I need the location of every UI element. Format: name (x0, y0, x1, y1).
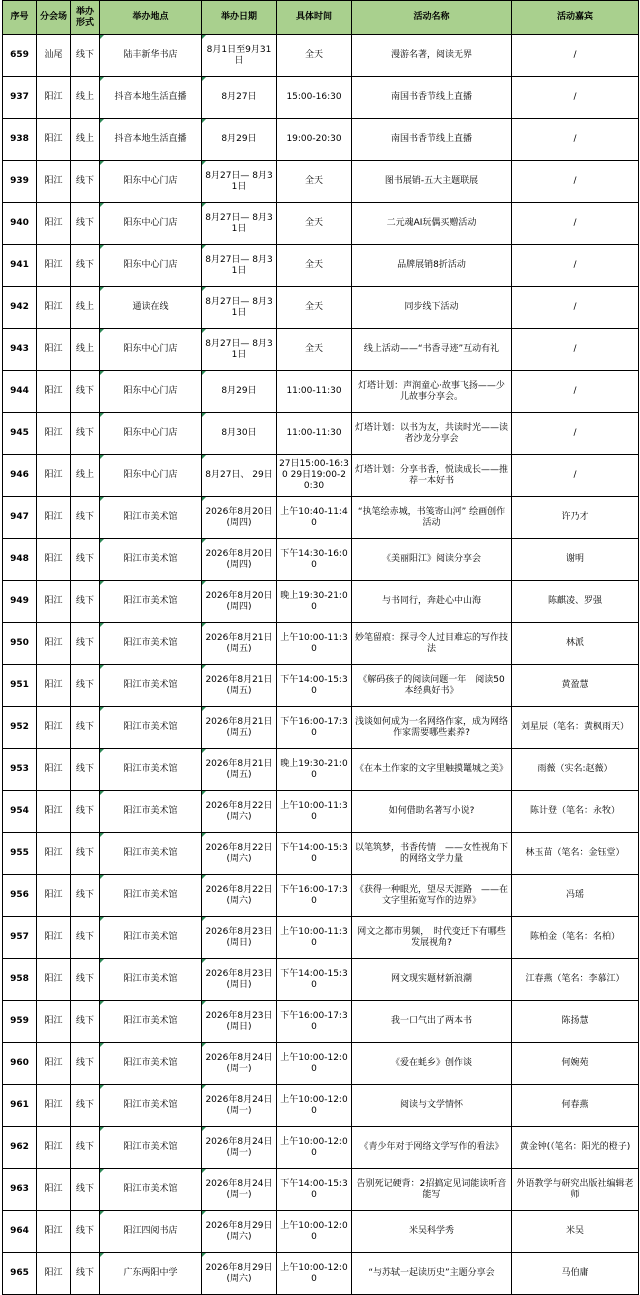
cell-branch: 阳江 (37, 329, 71, 371)
cell-location: 阳江市美术馆 (100, 1001, 202, 1043)
cell-guest: / (512, 455, 639, 497)
cell-format: 线下 (71, 917, 100, 959)
cell-index: 962 (3, 1127, 37, 1169)
cell-guest: / (512, 203, 639, 245)
cell-branch: 阳江 (37, 623, 71, 665)
cell-format: 线下 (71, 1127, 100, 1169)
cell-date: 8月1日至9月31日 (202, 35, 277, 77)
cell-index: 942 (3, 287, 37, 329)
cell-branch: 汕尾 (37, 35, 71, 77)
cell-location: 阳江市美术馆 (100, 1127, 202, 1169)
cell-branch: 阳江 (37, 1085, 71, 1127)
cell-activity: 《青少年对于网络文学写作的看法》 (352, 1127, 512, 1169)
cell-guest: / (512, 329, 639, 371)
cell-guest: 黄盈慧 (512, 665, 639, 707)
cell-time: 15:00-16:30 (277, 77, 352, 119)
cell-location: 阳东中心门店 (100, 413, 202, 455)
cell-date: 2026年8月22日(周六) (202, 875, 277, 917)
cell-activity: 妙笔留痕：探寻令人过目难忘的写作技法 (352, 623, 512, 665)
table-row (3, 371, 639, 413)
cell-location: 阳江市美术馆 (100, 1169, 202, 1211)
cell-location: 陆丰新华书店 (100, 35, 202, 77)
cell-activity: 《爱在蚝乡》创作谈 (352, 1043, 512, 1085)
cell-branch: 阳江 (37, 287, 71, 329)
cell-branch: 阳江 (37, 791, 71, 833)
cell-time: 19:00-20:30 (277, 119, 352, 161)
table-row (3, 329, 639, 371)
cell-branch: 阳江 (37, 413, 71, 455)
cell-time: 下午14:30-16:00 (277, 539, 352, 581)
cell-time: 11:00-11:30 (277, 413, 352, 455)
cell-branch: 阳江 (37, 707, 71, 749)
cell-activity: 灯塔计划：以书为友，共读时光——读者沙龙分享会 (352, 413, 512, 455)
cell-time: 下午16:00-17:30 (277, 707, 352, 749)
cell-index: 939 (3, 161, 37, 203)
cell-location: 抖音本地生活直播 (100, 77, 202, 119)
cell-location: 阳江市美术馆 (100, 707, 202, 749)
cell-time: 上午10:00-12:00 (277, 1253, 352, 1295)
cell-date: 2026年8月21日(周五) (202, 665, 277, 707)
cell-time: 晚上19:30-21:00 (277, 581, 352, 623)
cell-format: 线下 (71, 203, 100, 245)
cell-branch: 阳江 (37, 455, 71, 497)
cell-date: 8月27日、 29日 (202, 455, 277, 497)
header-cell-date: 举办日期 (202, 1, 277, 35)
cell-branch: 阳江 (37, 203, 71, 245)
cell-branch: 阳江 (37, 1169, 71, 1211)
cell-time: 下午14:00-15:30 (277, 1169, 352, 1211)
table-row (3, 1211, 639, 1253)
table-row (3, 1169, 639, 1211)
header-cell-time: 具体时间 (277, 1, 352, 35)
cell-activity: 漫游名著，阅读无界 (352, 35, 512, 77)
cell-location: 抖音本地生活直播 (100, 119, 202, 161)
cell-index: 944 (3, 371, 37, 413)
cell-guest: / (512, 245, 639, 287)
table-row (3, 161, 639, 203)
cell-guest: 陈麒凌、罗强 (512, 581, 639, 623)
cell-activity: 如何借助名著写小说? (352, 791, 512, 833)
table-row (3, 1001, 639, 1043)
cell-activity: 《在本土作家的文字里触摸鼍城之美》 (352, 749, 512, 791)
cell-time: 上午10:00-11:30 (277, 917, 352, 959)
table-row (3, 1043, 639, 1085)
cell-location: 阳江市美术馆 (100, 833, 202, 875)
cell-index: 948 (3, 539, 37, 581)
cell-date: 2026年8月24日(周一) (202, 1169, 277, 1211)
cell-guest: 谢明 (512, 539, 639, 581)
cell-guest: 何婉苑 (512, 1043, 639, 1085)
cell-guest: 马伯庸 (512, 1253, 639, 1295)
cell-location: 阳东中心门店 (100, 203, 202, 245)
cell-activity: 品牌展销8折活动 (352, 245, 512, 287)
cell-date: 8月29日 (202, 371, 277, 413)
cell-activity: 南国书香节线上直播 (352, 77, 512, 119)
cell-branch: 阳江 (37, 497, 71, 539)
cell-format: 线下 (71, 791, 100, 833)
cell-date: 8月27日— 8月31日 (202, 329, 277, 371)
table-row (3, 35, 639, 77)
cell-location: 阳江市美术馆 (100, 749, 202, 791)
cell-date: 2026年8月23日(周日) (202, 917, 277, 959)
cell-activity: 阅读与文学情怀 (352, 1085, 512, 1127)
cell-index: 956 (3, 875, 37, 917)
cell-location: 阳江市美术馆 (100, 1085, 202, 1127)
cell-format: 线下 (71, 581, 100, 623)
cell-branch: 阳江 (37, 539, 71, 581)
cell-location: 阳江市美术馆 (100, 623, 202, 665)
cell-guest: / (512, 287, 639, 329)
cell-index: 961 (3, 1085, 37, 1127)
cell-branch: 阳江 (37, 1001, 71, 1043)
cell-guest: / (512, 77, 639, 119)
cell-index: 947 (3, 497, 37, 539)
cell-location: 阳东中心门店 (100, 161, 202, 203)
cell-index: 943 (3, 329, 37, 371)
cell-activity: “与苏轼一起读历史”主题分享会 (352, 1253, 512, 1295)
cell-index: 954 (3, 791, 37, 833)
table-row (3, 1253, 639, 1295)
cell-activity: 《解码孩子的阅读问题一年 阅读50本经典好书》 (352, 665, 512, 707)
cell-guest: 林玉苗（笔名：金钰堂） (512, 833, 639, 875)
cell-location: 阳江市美术馆 (100, 917, 202, 959)
cell-time: 上午10:00-11:30 (277, 623, 352, 665)
cell-time: 全天 (277, 203, 352, 245)
cell-time: 11:00-11:30 (277, 371, 352, 413)
cell-index: 659 (3, 35, 37, 77)
header-row (3, 1, 639, 35)
table-row (3, 539, 639, 581)
cell-location: 阳江市美术馆 (100, 875, 202, 917)
table-row (3, 1085, 639, 1127)
cell-index: 945 (3, 413, 37, 455)
cell-time: 全天 (277, 35, 352, 77)
cell-date: 8月27日— 8月31日 (202, 161, 277, 203)
cell-date: 2026年8月23日(周日) (202, 1001, 277, 1043)
header-cell-format: 举办形式 (71, 1, 100, 35)
table-row (3, 119, 639, 161)
cell-index: 957 (3, 917, 37, 959)
cell-guest: / (512, 371, 639, 413)
cell-format: 线下 (71, 1211, 100, 1253)
cell-index: 951 (3, 665, 37, 707)
cell-date: 2026年8月21日(周五) (202, 707, 277, 749)
cell-guest: 许乃才 (512, 497, 639, 539)
cell-format: 线下 (71, 35, 100, 77)
cell-branch: 阳江 (37, 371, 71, 413)
cell-format: 线下 (71, 875, 100, 917)
cell-time: 下午16:00-17:30 (277, 875, 352, 917)
cell-activity: 浅谈如何成为一名网络作家，成为网络作家需要哪些素养? (352, 707, 512, 749)
cell-time: 27日15:00-16:30 29日19:00-20:30 (277, 455, 352, 497)
cell-location: 广东两阳中学 (100, 1253, 202, 1295)
cell-location: 阳东中心门店 (100, 371, 202, 413)
cell-location: 阳江市美术馆 (100, 581, 202, 623)
cell-time: 下午14:00-15:30 (277, 665, 352, 707)
cell-date: 2026年8月20日(周四) (202, 497, 277, 539)
cell-activity: 《获得一种眼光，望尽天涯路 ——在文字里拓宽写作的边界》 (352, 875, 512, 917)
cell-index: 946 (3, 455, 37, 497)
cell-location: 阳江四阅书店 (100, 1211, 202, 1253)
cell-guest: 陈柏金（笔名：名柏） (512, 917, 639, 959)
table-row (3, 959, 639, 1001)
cell-index: 950 (3, 623, 37, 665)
cell-guest: 黄金钟(（笔名：阳光的橙子) (512, 1127, 639, 1169)
header-cell-index: 序号 (3, 1, 37, 35)
cell-branch: 阳江 (37, 665, 71, 707)
cell-date: 2026年8月20日(周四) (202, 581, 277, 623)
table-row (3, 245, 639, 287)
cell-date: 8月30日 (202, 413, 277, 455)
table-row (3, 455, 639, 497)
cell-activity: 灯塔计划：声润童心·故事飞扬——少儿故事分享会。 (352, 371, 512, 413)
cell-branch: 阳江 (37, 959, 71, 1001)
cell-time: 上午10:40-11:40 (277, 497, 352, 539)
cell-activity: 网文现实题材新浪潮 (352, 959, 512, 1001)
cell-date: 2026年8月21日(周五) (202, 749, 277, 791)
table-row (3, 581, 639, 623)
cell-branch: 阳江 (37, 833, 71, 875)
cell-activity: 图书展销-五大主题联展 (352, 161, 512, 203)
cell-format: 线下 (71, 1085, 100, 1127)
cell-guest: 何春燕 (512, 1085, 639, 1127)
cell-time: 晚上19:30-21:00 (277, 749, 352, 791)
cell-date: 2026年8月24日(周一) (202, 1043, 277, 1085)
cell-branch: 阳江 (37, 245, 71, 287)
cell-location: 阳东中心门店 (100, 455, 202, 497)
cell-guest: 米吴 (512, 1211, 639, 1253)
cell-index: 958 (3, 959, 37, 1001)
cell-guest: 陈计登（笔名：永牧） (512, 791, 639, 833)
cell-date: 8月27日— 8月31日 (202, 245, 277, 287)
cell-format: 线下 (71, 161, 100, 203)
cell-format: 线下 (71, 497, 100, 539)
cell-index: 964 (3, 1211, 37, 1253)
table-row (3, 665, 639, 707)
cell-index: 959 (3, 1001, 37, 1043)
cell-location: 通读在线 (100, 287, 202, 329)
cell-activity: 我一口气出了两本书 (352, 1001, 512, 1043)
cell-time: 上午10:00-12:00 (277, 1211, 352, 1253)
cell-date: 8月27日— 8月31日 (202, 287, 277, 329)
cell-branch: 阳江 (37, 917, 71, 959)
cell-format: 线下 (71, 1043, 100, 1085)
cell-time: 全天 (277, 329, 352, 371)
cell-guest: 冯瑶 (512, 875, 639, 917)
cell-index: 963 (3, 1169, 37, 1211)
cell-date: 2026年8月20日(周四) (202, 539, 277, 581)
cell-location: 阳江市美术馆 (100, 497, 202, 539)
cell-time: 上午10:00-12:00 (277, 1127, 352, 1169)
cell-date: 2026年8月29日(周六) (202, 1253, 277, 1295)
cell-activity: 二元魂AI玩偶买赠活动 (352, 203, 512, 245)
cell-guest: / (512, 161, 639, 203)
cell-time: 下午14:00-15:30 (277, 959, 352, 1001)
cell-location: 阳江市美术馆 (100, 959, 202, 1001)
cell-index: 941 (3, 245, 37, 287)
cell-format: 线下 (71, 707, 100, 749)
cell-activity: 南国书香节线上直播 (352, 119, 512, 161)
cell-format: 线下 (71, 1001, 100, 1043)
table-body (3, 35, 639, 1295)
table-row (3, 791, 639, 833)
cell-guest: 外语教学与研究出版社编辑老师 (512, 1169, 639, 1211)
cell-branch: 阳江 (37, 1253, 71, 1295)
table-row (3, 917, 639, 959)
header-cell-activity: 活动名称 (352, 1, 512, 35)
cell-activity: 灯塔计划：分享书香，悦读成长——推荐一本好书 (352, 455, 512, 497)
cell-time: 下午16:00-17:30 (277, 1001, 352, 1043)
cell-time: 上午10:00-12:00 (277, 1043, 352, 1085)
cell-time: 上午10:00-11:30 (277, 791, 352, 833)
cell-index: 940 (3, 203, 37, 245)
activity-table (2, 0, 639, 1295)
cell-location: 阳江市美术馆 (100, 539, 202, 581)
cell-location: 阳江市美术馆 (100, 791, 202, 833)
table-row (3, 203, 639, 245)
table-row (3, 77, 639, 119)
cell-index: 953 (3, 749, 37, 791)
cell-activity: 线上活动——“书香寻迹”互动有礼 (352, 329, 512, 371)
cell-branch: 阳江 (37, 1211, 71, 1253)
cell-format: 线下 (71, 539, 100, 581)
cell-branch: 阳江 (37, 1127, 71, 1169)
cell-branch: 阳江 (37, 119, 71, 161)
cell-format: 线下 (71, 413, 100, 455)
cell-activity: 以笔筑梦，书香传情 ——女性视角下的网络文学力量 (352, 833, 512, 875)
cell-index: 949 (3, 581, 37, 623)
cell-branch: 阳江 (37, 161, 71, 203)
cell-guest: / (512, 413, 639, 455)
cell-time: 全天 (277, 245, 352, 287)
cell-date: 8月27日— 8月31日 (202, 203, 277, 245)
cell-format: 线下 (71, 833, 100, 875)
cell-guest: 林派 (512, 623, 639, 665)
cell-date: 2026年8月22日(周六) (202, 791, 277, 833)
table-row (3, 875, 639, 917)
cell-location: 阳东中心门店 (100, 329, 202, 371)
cell-format: 线下 (71, 245, 100, 287)
header-cell-venue-branch: 分会场 (37, 1, 71, 35)
cell-index: 952 (3, 707, 37, 749)
cell-guest: / (512, 119, 639, 161)
table-row (3, 413, 639, 455)
cell-activity: 告别死记硬背：2招搞定见词能读听音能写 (352, 1169, 512, 1211)
cell-activity: 同步线下活动 (352, 287, 512, 329)
cell-format: 线下 (71, 665, 100, 707)
cell-branch: 阳江 (37, 875, 71, 917)
cell-branch: 阳江 (37, 1043, 71, 1085)
cell-location: 阳江市美术馆 (100, 1043, 202, 1085)
cell-time: 全天 (277, 161, 352, 203)
cell-date: 8月27日 (202, 77, 277, 119)
table-row (3, 833, 639, 875)
cell-time: 全天 (277, 287, 352, 329)
cell-date: 2026年8月21日(周五) (202, 623, 277, 665)
cell-format: 线上 (71, 119, 100, 161)
cell-format: 线下 (71, 749, 100, 791)
cell-guest: / (512, 35, 639, 77)
cell-format: 线下 (71, 1169, 100, 1211)
cell-guest: 江春燕（笔名：李慕江） (512, 959, 639, 1001)
table-row (3, 497, 639, 539)
cell-branch: 阳江 (37, 77, 71, 119)
cell-format: 线上 (71, 329, 100, 371)
cell-format: 线上 (71, 287, 100, 329)
cell-activity: 米吴科学秀 (352, 1211, 512, 1253)
cell-format: 线上 (71, 77, 100, 119)
cell-format: 线下 (71, 623, 100, 665)
cell-guest: 陈扬慧 (512, 1001, 639, 1043)
cell-branch: 阳江 (37, 581, 71, 623)
cell-format: 线下 (71, 1253, 100, 1295)
cell-activity: 《美丽阳江》阅读分享会 (352, 539, 512, 581)
cell-date: 2026年8月23日(周日) (202, 959, 277, 1001)
cell-guest: 雨薇（实名:赵薇） (512, 749, 639, 791)
cell-format: 线下 (71, 371, 100, 413)
cell-index: 960 (3, 1043, 37, 1085)
table-row (3, 1127, 639, 1169)
header-cell-location: 举办地点 (100, 1, 202, 35)
cell-index: 937 (3, 77, 37, 119)
cell-format: 线下 (71, 959, 100, 1001)
cell-time: 上午10:00-12:00 (277, 1085, 352, 1127)
cell-activity: “执笔绘赤城，书笺寄山河” 绘画创作活动 (352, 497, 512, 539)
cell-index: 955 (3, 833, 37, 875)
cell-date: 2026年8月24日(周一) (202, 1085, 277, 1127)
cell-activity: 网文之都市男频， 时代变迁下有哪些发展视角? (352, 917, 512, 959)
header-cell-guest: 活动嘉宾 (512, 1, 639, 35)
cell-date: 2026年8月22日(周六) (202, 833, 277, 875)
table-row (3, 749, 639, 791)
cell-location: 阳江市美术馆 (100, 665, 202, 707)
cell-date: 8月29日 (202, 119, 277, 161)
cell-date: 2026年8月24日(周一) (202, 1127, 277, 1169)
table-row (3, 707, 639, 749)
cell-index: 938 (3, 119, 37, 161)
cell-index: 965 (3, 1253, 37, 1295)
cell-location: 阳东中心门店 (100, 245, 202, 287)
cell-date: 2026年8月29日(周六) (202, 1211, 277, 1253)
cell-activity: 与书同行，奔赴心中山海 (352, 581, 512, 623)
table-row (3, 287, 639, 329)
table-row (3, 623, 639, 665)
cell-branch: 阳江 (37, 749, 71, 791)
cell-guest: 刘星辰（笔名：黄枫雨天） (512, 707, 639, 749)
cell-time: 下午14:00-15:30 (277, 833, 352, 875)
cell-format: 线上 (71, 455, 100, 497)
